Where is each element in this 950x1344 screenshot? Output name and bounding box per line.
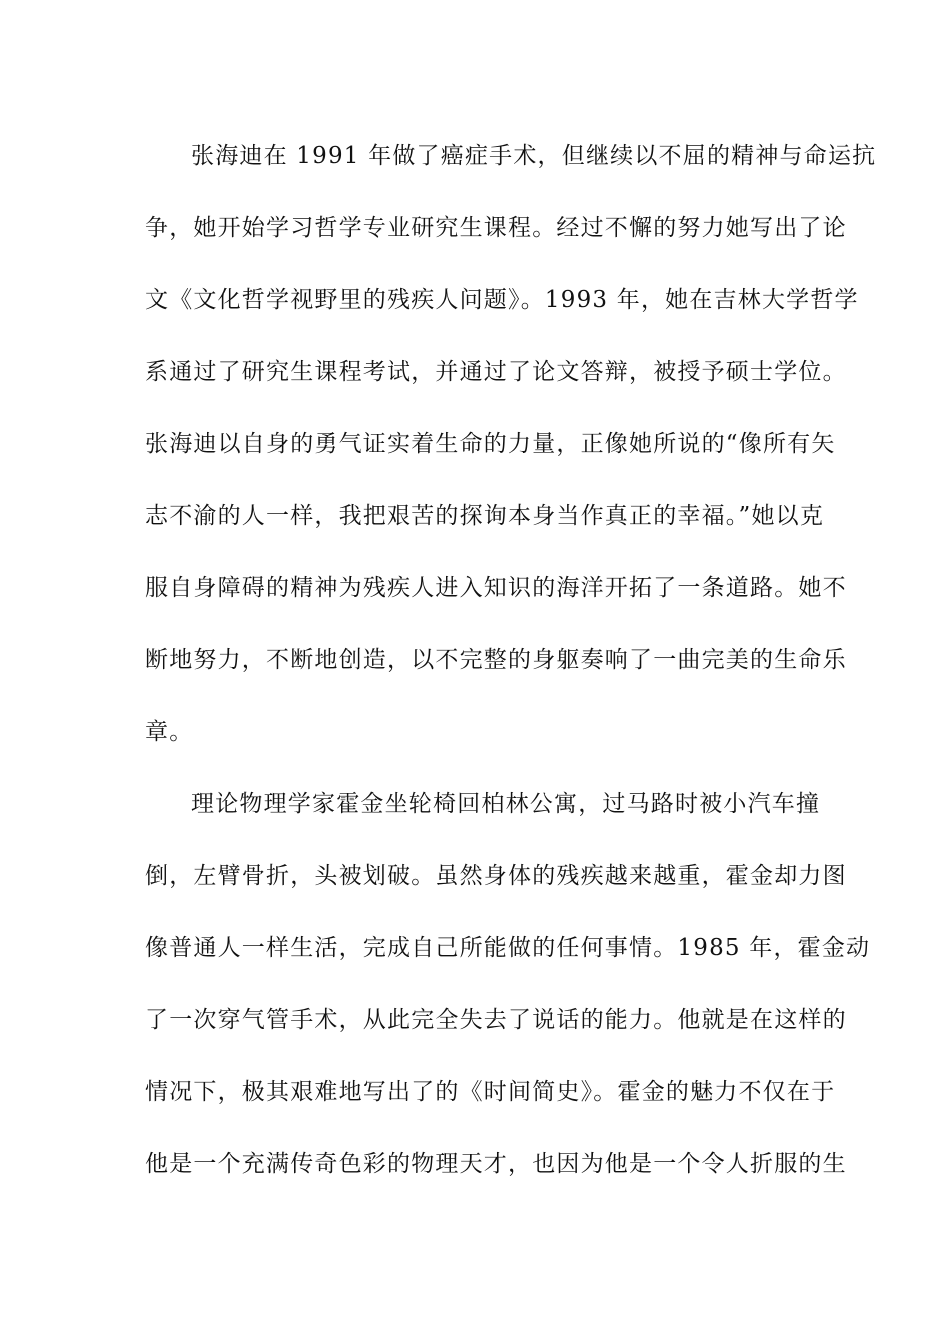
paragraph-line: 章。 — [145, 719, 194, 745]
paragraph-line: 像普通人一样生活，完成自己所能做的任何事情。1985 年，霍金动 — [145, 935, 871, 961]
paragraph-line: 系通过了研究生课程考试，并通过了论文答辩，被授予硕士学位。 — [145, 359, 847, 385]
paragraph-zhang-haidi — [145, 126, 877, 774]
paragraph-line: 情况下，极其艰难地写出了的《时间简史》。霍金的魅力不仅在于 — [145, 1079, 836, 1105]
paragraph-hawking — [145, 774, 871, 1206]
paragraph-line: 张海迪在 1991 年做了癌症手术，但继续以不屈的精神与命运抗 — [191, 143, 877, 169]
paragraph-line: 志不渝的人一样，我把艰苦的探询本身当作真正的幸福。”她以克 — [145, 503, 825, 529]
paragraph-line: 服自身障碍的精神为残疾人进入知识的海洋开拓了一条道路。她不 — [145, 575, 847, 601]
paragraph-line: 争，她开始学习哲学专业研究生课程。经过不懈的努力她写出了论 — [145, 215, 847, 241]
paragraph-line: 张海迪以自身的勇气证实着生命的力量，正像她所说的“像所有矢 — [145, 431, 836, 457]
paragraph-line: 了一次穿气管手术，从此完全失去了说话的能力。他就是在这样的 — [145, 1007, 847, 1033]
paragraph-line: 倒，左臂骨折，头被划破。虽然身体的残疾越来越重，霍金却力图 — [145, 863, 847, 889]
paragraph-line: 文《文化哲学视野里的残疾人问题》。1993 年，她在吉林大学哲学 — [145, 287, 859, 313]
paragraph-line: 断地努力，不断地创造，以不完整的身躯奏响了一曲完美的生命乐 — [145, 647, 847, 673]
paragraph-line: 他是一个充满传奇色彩的物理天才，也因为他是一个令人折服的生 — [145, 1151, 847, 1177]
document-body — [145, 126, 877, 1206]
paragraph-line: 理论物理学家霍金坐轮椅回柏林公寓，过马路时被小汽车撞 — [191, 791, 821, 817]
